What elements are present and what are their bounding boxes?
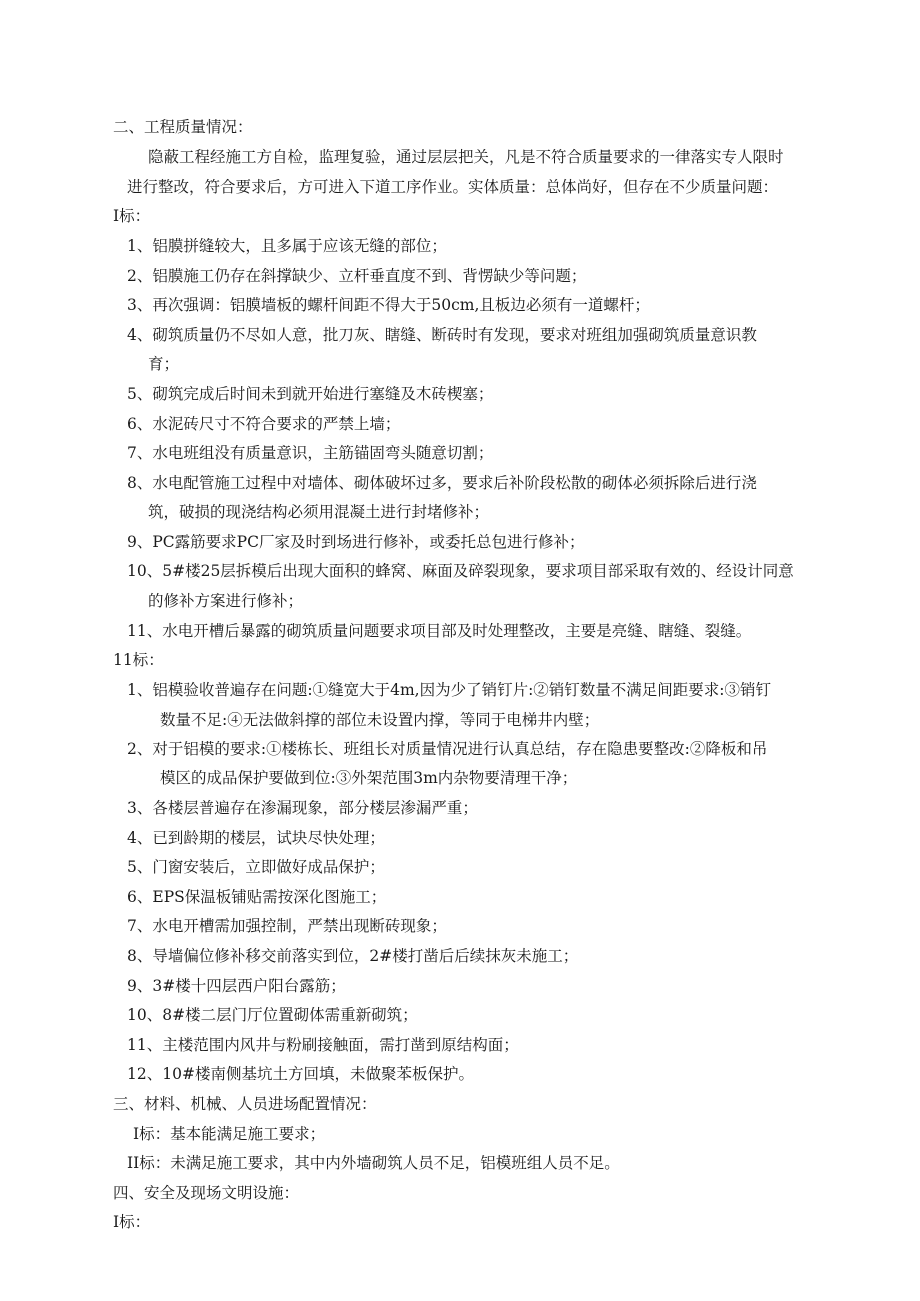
item-text: 水电开槽需加强控制，严禁出现断砖现象； bbox=[152, 917, 447, 935]
list-item bbox=[127, 384, 493, 404]
intro-line: 隐蔽工程经施工方自检，监理复验，通过层层把关，凡是不符合质量要求的一律落实专人限时 bbox=[148, 148, 784, 166]
item-number: 9、 bbox=[127, 533, 153, 551]
list-item bbox=[127, 887, 386, 907]
item-continuation: 的修补方案进行修补； bbox=[148, 592, 304, 610]
list-item bbox=[127, 857, 385, 877]
tender-label: I标： bbox=[113, 207, 151, 225]
list-item bbox=[127, 561, 794, 581]
item-continuation: 数量不足:④无法做斜撑的部位未设置内撑，等同于电梯井内壁； bbox=[160, 711, 600, 729]
item-number: 10、 bbox=[127, 562, 163, 580]
item-continuation: 育； bbox=[148, 355, 180, 373]
list-item bbox=[127, 443, 493, 463]
list-item bbox=[127, 266, 586, 286]
item-number: 1、 bbox=[127, 681, 153, 699]
item-number: 11、 bbox=[127, 622, 163, 640]
item-number: 7、 bbox=[127, 917, 153, 935]
item-continuation: 模区的成品保护要做到位:③外架范围3m内杂物要清理干净； bbox=[160, 769, 578, 787]
item-number: 6、 bbox=[127, 415, 153, 433]
list-item bbox=[127, 798, 478, 818]
list-item bbox=[127, 1064, 474, 1084]
section-text: I标：基本能满足施工要求； bbox=[133, 1125, 326, 1143]
item-text: 砌筑质量仍不尽如人意，批刀灰、瞎缝、断砖时有发现，要求对班组加强砌筑质量意识教 bbox=[152, 326, 757, 344]
item-text: 已到龄期的楼层，试块尽快处理； bbox=[152, 829, 385, 847]
item-number: 4、 bbox=[127, 829, 153, 847]
list-item bbox=[127, 680, 771, 700]
list-item bbox=[127, 1005, 418, 1025]
item-text: 各楼层普遍存在渗漏现象，部分楼层渗漏严重； bbox=[152, 799, 478, 817]
tender-label: I标： bbox=[113, 1213, 151, 1231]
item-number: 2、 bbox=[127, 740, 153, 758]
item-number: 3、 bbox=[127, 296, 153, 314]
item-number: 2、 bbox=[127, 267, 153, 285]
list-item bbox=[127, 295, 650, 315]
list-item bbox=[127, 828, 385, 848]
list-item bbox=[127, 414, 400, 434]
list-item bbox=[127, 916, 447, 936]
item-text: 门窗安装后，立即做好成品保护； bbox=[152, 858, 385, 876]
tender-label: 11标： bbox=[113, 651, 164, 669]
item-text: 再次强调：铝膜墙板的螺杆间距不得大于50cm,且板边必须有一道螺杆； bbox=[152, 296, 650, 314]
item-text: 水电班组没有质量意识，主筋锚固弯头随意切割； bbox=[152, 444, 494, 462]
section-text: II标：未满足施工要求，其中内外墙砌筑人员不足，铝模班组人员不足。 bbox=[127, 1154, 620, 1172]
item-text: EPS保温板铺贴需按深化图施工； bbox=[152, 888, 387, 906]
item-text: 5#楼25层拆模后出现大面积的蜂窝、麻面及碎裂现象，要求项目部采取有效的、经设计同意 bbox=[162, 562, 794, 580]
item-continuation: 筑，破损的现浇结构必须用混凝土进行封堵修补； bbox=[148, 503, 490, 521]
item-text: PC露筋要求PC厂家及时到场进行修补，或委托总包进行修补； bbox=[152, 533, 585, 551]
item-number: 8、 bbox=[127, 947, 153, 965]
list-item bbox=[127, 473, 757, 493]
item-text: 对于铝模的要求:①楼栋长、班组长对质量情况进行认真总结，存在隐患要整改:②降板和吊 bbox=[152, 740, 768, 758]
item-text: 水泥砖尺寸不符合要求的严禁上墙； bbox=[152, 415, 401, 433]
item-text: 3#楼十四层西户阳台露筋； bbox=[152, 977, 346, 995]
list-item bbox=[127, 976, 346, 996]
item-text: 8#楼二层门厅位置砌体需重新砌筑； bbox=[162, 1006, 418, 1024]
item-number: 5、 bbox=[127, 385, 153, 403]
section-heading: 二、工程质量情况： bbox=[113, 118, 253, 136]
list-item bbox=[127, 739, 767, 759]
item-text: 水电配管施工过程中对墙体、砌体破坏过多，要求后补阶段松散的砌体必须拆除后进行浇 bbox=[152, 474, 757, 492]
item-number: 3、 bbox=[127, 799, 153, 817]
item-text: 铝膜施工仍存在斜撑缺少、立杆垂直度不到、背愣缺少等问题； bbox=[152, 267, 587, 285]
list-item bbox=[127, 532, 584, 552]
item-number: 5、 bbox=[127, 858, 153, 876]
item-number: 10、 bbox=[127, 1006, 163, 1024]
item-text: 铝膜拼缝较大，且多属于应该无缝的部位； bbox=[152, 237, 447, 255]
item-number: 9、 bbox=[127, 977, 153, 995]
item-number: 6、 bbox=[127, 888, 153, 906]
intro-line: 进行整改，符合要求后，方可进入下道工序作业。实体质量：总体尚好，但存在不少质量问题： bbox=[127, 178, 779, 196]
item-number: 8、 bbox=[127, 474, 153, 492]
item-text: 水电开槽后暴露的砌筑质量问题要求项目部及时处理整改，主要是亮缝、瞎缝、裂缝。 bbox=[162, 622, 752, 640]
item-text: 导墙偏位修补移交前落实到位，2#楼打凿后后续抹灰未施工； bbox=[152, 947, 579, 965]
list-item bbox=[127, 325, 757, 345]
section-heading: 四、安全及现场文明设施： bbox=[113, 1184, 300, 1202]
item-number: 12、 bbox=[127, 1065, 163, 1083]
item-text: 铝模验收普遍存在问题:①缝宽大于4m,因为少了销钉片:②销钉数量不满足间距要求:③销钉 bbox=[152, 681, 772, 699]
item-number: 7、 bbox=[127, 444, 153, 462]
item-text: 主楼范围内风井与粉刷接触面，需打凿到原结构面； bbox=[162, 1036, 519, 1054]
list-item bbox=[127, 1035, 519, 1055]
list-item bbox=[127, 236, 447, 256]
list-item bbox=[127, 946, 578, 966]
item-text: 砌筑完成后时间未到就开始进行塞缝及木砖楔塞； bbox=[152, 385, 494, 403]
item-number: 4、 bbox=[127, 326, 153, 344]
item-number: 1、 bbox=[127, 237, 153, 255]
section-heading: 三、材料、机械、人员进场配置情况： bbox=[113, 1095, 377, 1113]
item-number: 11、 bbox=[127, 1036, 163, 1054]
list-item bbox=[127, 621, 751, 641]
item-text: 10#楼南侧基坑土方回填，未做聚苯板保护。 bbox=[162, 1065, 474, 1083]
